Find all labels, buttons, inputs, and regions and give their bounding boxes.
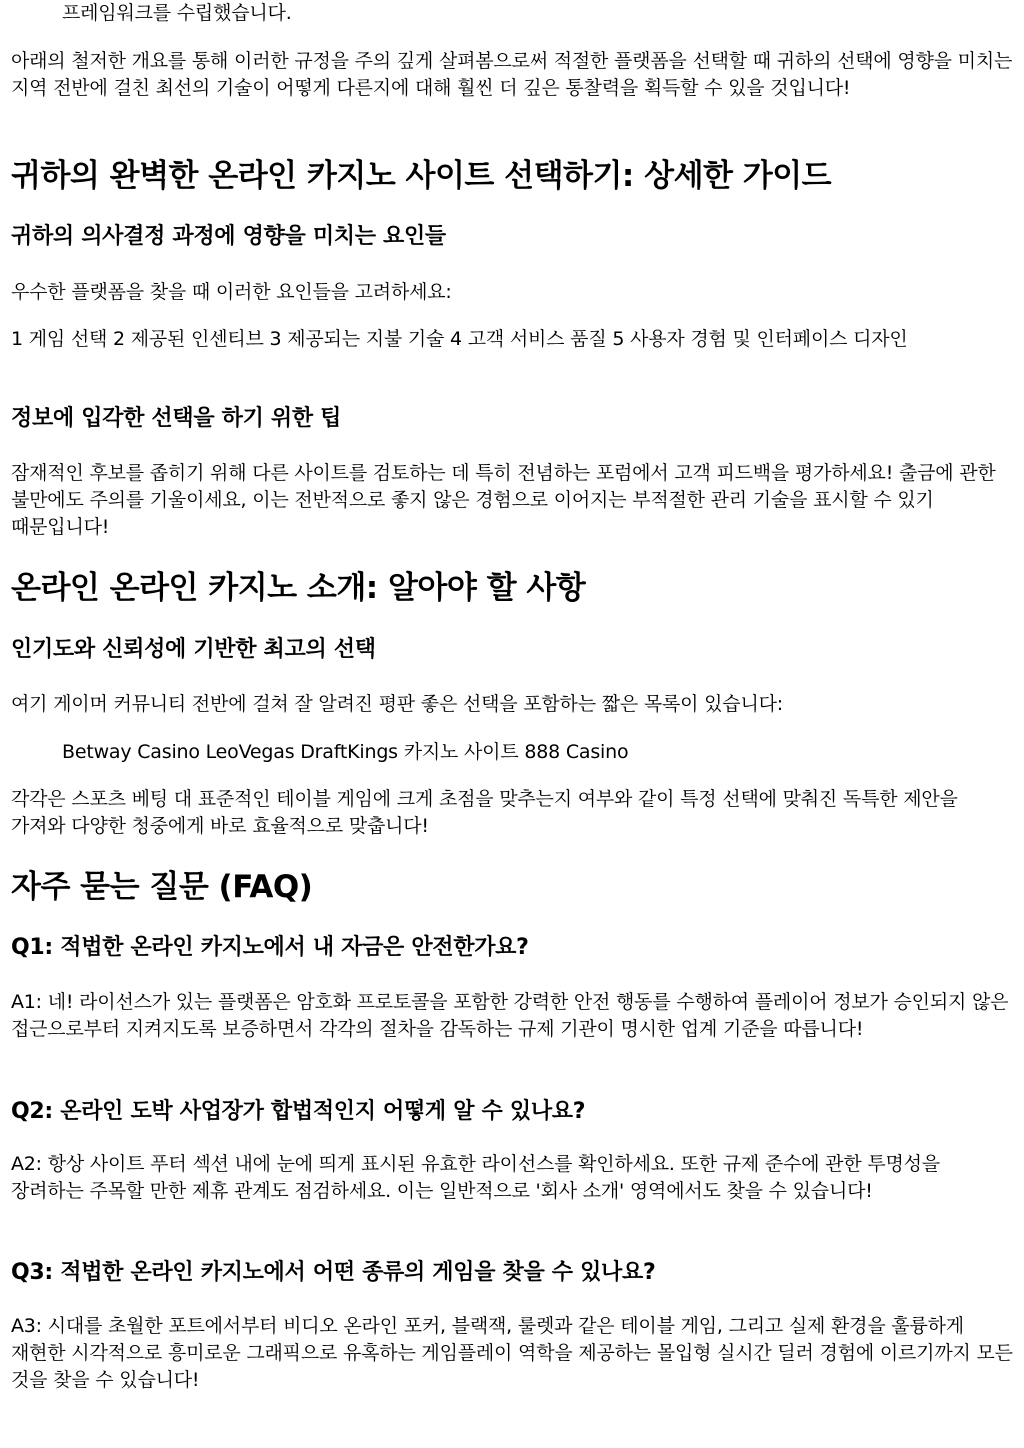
intro-tail-text: 프레임워크를 수립했습니다. xyxy=(62,2,292,24)
subheading-top-picks: 인기도와 신뢰성에 기반한 최고의 선택 xyxy=(11,637,376,662)
faq-question: Q2: 온라인 도박 사업장가 합법적인지 어떻게 알 수 있나요? xyxy=(11,1099,586,1124)
faq-question: Q3: 적법한 온라인 카지노에서 어떤 종류의 게임을 찾을 수 있나요? xyxy=(11,1260,656,1285)
factors-lead-text: 우수한 플랫폼을 찾을 때 이러한 요인들을 고려하세요: xyxy=(11,281,452,303)
top-picks-paragraph: 각각은 스포츠 베팅 대 표준적인 테이블 게임에 크게 초점을 맞추는지 여부와 같이 특정 선택에 맞춰진 독특한 제안을 가져와 다양한 청중에게 바로 효율적으로 맞춥니다! xyxy=(11,788,958,837)
factors-list: 1 게임 선택 2 제공된 인센티브 3 제공되는 지불 기술 4 고객 서비스 품질 5 사용자 경험 및 인터페이스 디자인 xyxy=(11,328,908,350)
casino-list: Betway Casino LeoVegas DraftKings 카지노 사이트 888 Casino xyxy=(62,741,629,763)
section-heading-intro-casino: 온라인 온라인 카지노 소개: 알아야 할 사항 xyxy=(11,570,586,606)
faq-answer: A2: 항상 사이트 푸터 섹션 내에 눈에 띄게 표시된 유효한 라이선스를 확인하세요. 또한 규제 준수에 관한 투명성을 장려하는 주목할 만한 제휴 관계도 점검하세요. 이는 일반적으로 '회사 소개' 영역에서도 찾을 수 있습니다! xyxy=(11,1153,940,1202)
faq-question: Q1: 적법한 온라인 카지노에서 내 자금은 안전한가요? xyxy=(11,935,529,960)
tips-paragraph: 잠재적인 후보를 좁히기 위해 다른 사이트를 검토하는 데 특히 전념하는 포럼에서 고객 피드백을 평가하세요! 출금에 관한 불만에도 주의를 기울이세요, 이는 전반적으로 좋지 않은 경험으로 이어지는 부적절한 관리 기술을 표시할 수 있기 때문입니다! xyxy=(11,462,996,538)
section-heading-choose-casino: 귀하의 완벽한 온라인 카지노 사이트 선택하기: 상세한 가이드 xyxy=(11,158,832,194)
subheading-decision-factors: 귀하의 의사결정 과정에 영향을 미치는 요인들 xyxy=(11,224,446,249)
subheading-tips: 정보에 입각한 선택을 하기 위한 팁 xyxy=(11,406,342,431)
faq-answer: A3: 시대를 초월한 포트에서부터 비디오 온라인 포커, 블랙잭, 룰렛과 같은 테이블 게임, 그리고 실제 환경을 훌륭하게 재현한 시각적으로 흥미로운 그래픽으로 유혹하는 게임플레이 역학을 제공하는 몰입형 실시간 딜러 경험에 이르기까지 모든 것을 찾을 수 있습니다! xyxy=(11,1315,1013,1391)
faq-heading: 자주 묻는 질문 (FAQ) xyxy=(11,869,313,905)
intro-paragraph: 아래의 철저한 개요를 통해 이러한 규정을 주의 깊게 살펴봄으로써 적절한 플랫폼을 선택할 때 귀하의 선택에 영향을 미치는 지역 전반에 걸친 최선의 기술이 어떻게 다른지에 대해 훨씬 더 깊은 통찰력을 획득할 수 있을 것입니다! xyxy=(11,50,1013,99)
faq-answer: A1: 네! 라이선스가 있는 플랫폼은 암호화 프로토콜을 포함한 강력한 안전 행동를 수행하여 플레이어 정보가 승인되지 않은 접근으로부터 지켜지도록 보증하면서 각각의 절차을 감독하는 규제 기관이 명시한 업계 기준을 따릅니다! xyxy=(11,991,1009,1040)
top-picks-lead-text: 여기 게이머 커뮤니티 전반에 걸쳐 잘 알려진 평판 좋은 선택을 포함하는 짧은 목록이 있습니다: xyxy=(11,693,783,715)
